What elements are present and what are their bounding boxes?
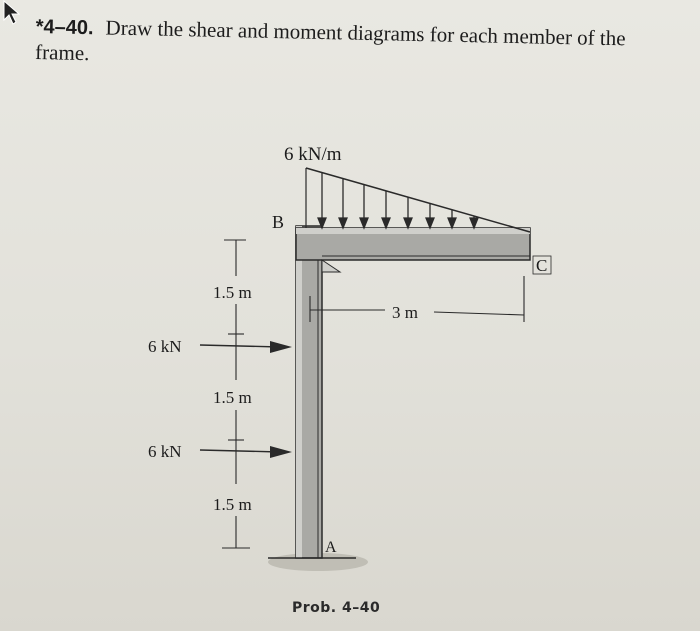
column-ab — [268, 226, 356, 558]
load-label: 6 kN/m — [284, 144, 342, 165]
force-label-2: 6 kN — [148, 442, 182, 461]
height-label-1: 1.5 m — [213, 283, 252, 302]
force-arrow-2 — [200, 446, 292, 458]
point-c-label: C — [536, 256, 548, 275]
height-label-2: 1.5 m — [213, 388, 252, 407]
force-arrow-1 — [200, 341, 292, 353]
span-label: 3 m — [392, 303, 418, 322]
figure-caption: Prob. 4–40 — [292, 600, 381, 616]
problem-number: *4–40. — [35, 15, 94, 40]
force-label-1: 6 kN — [148, 337, 182, 356]
height-label-3: 1.5 m — [213, 495, 252, 514]
distributed-load — [306, 168, 530, 232]
problem-text: Draw the shear and moment diagrams for each member of the frame. — [34, 15, 626, 66]
point-b-label: B — [272, 212, 285, 232]
point-a-label: A — [325, 539, 337, 556]
beam-bc — [296, 228, 530, 272]
